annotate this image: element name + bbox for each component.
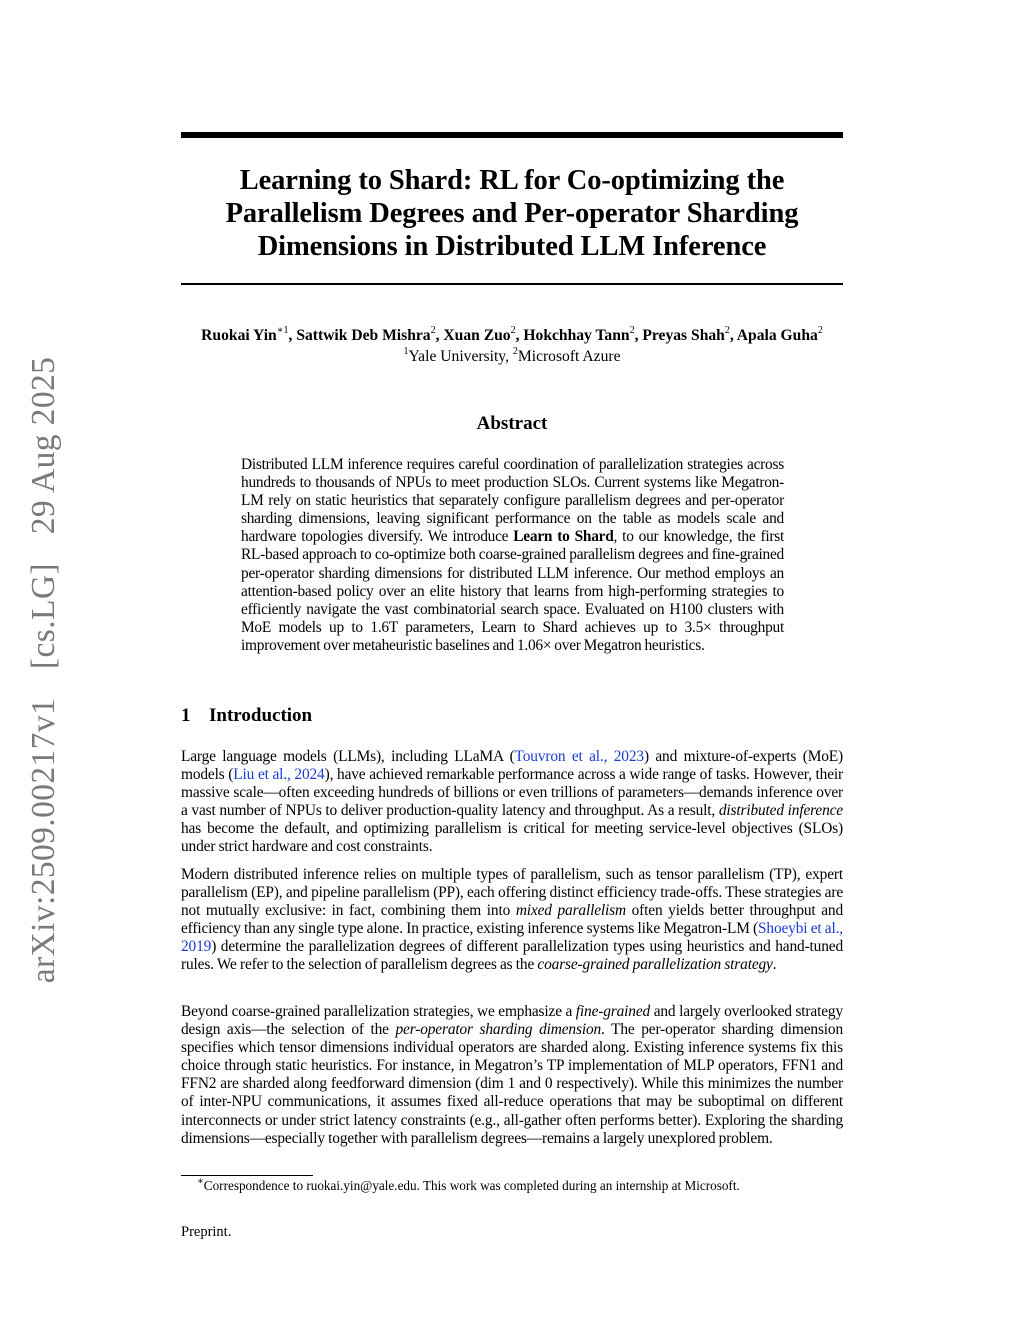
paragraph-text: Modern distributed inference relies on multiple types of parallelism, such as tensor parallelism (TP), expert parallelism (EP), and pipeline parallelism (PP), each offering distinct efficiency trade-offs. These strategies are not mutually exclusive: in fact, combining them into [181,866,843,920]
paragraph-text: and largely overlooked strategy design axis—the selection of the [181,1003,843,1039]
footnote-mark: ∗ [197,1175,204,1187]
abstract-body [241,456,784,655]
author-affiliation-mark: 2 [510,324,516,336]
section-heading [181,705,312,727]
preprint-label: Preprint. [181,1224,232,1240]
title-line-1: Learning to Shard: RL for Co-optimizing the [239,165,785,196]
intro-paragraph-1 [181,748,843,857]
intro-paragraph-2 [181,866,843,975]
affiliation-mark: 1 [403,345,409,357]
footnote-text: Correspondence to ruokai.yin@yale.edu. This work was completed during an internship at Microsoft. [203,1178,740,1193]
affiliation-mark: 2 [512,345,518,357]
author-name: , Xuan Zuo [435,327,511,344]
author-list [150,326,874,346]
emphasis-text: mixed parallelism [515,902,626,920]
title-bottom-rule [181,283,843,285]
author-name: , Hokchhay Tann [515,327,630,344]
author-affiliation-mark: 2 [817,324,823,336]
author-name: , Sattwik Deb Mishra [288,327,431,344]
citation-link[interactable]: Shoeybi et al., 2019 [181,920,844,956]
paragraph-text: has become the default, and optimizing parallelism is critical for meeting service-level objectives (SLOs) under strict hardware and cost constraints. [181,820,843,856]
emphasis-text: distributed inference [718,802,843,820]
citation-link[interactable]: Touvron et al., 2023 [514,748,644,765]
emphasis-text: coarse-grained parallelization strategy [537,956,773,974]
paragraph-text: . [772,956,777,974]
method-name: Learn to Shard [513,528,614,546]
citation-link[interactable]: Liu et al., 2024 [233,766,325,784]
arxiv-date: 29 Aug 2025 [25,356,62,535]
paragraph-text: often yields better throughput and efficiency than any single type alone. In practice, existing inference systems like Megatron-LM ( [181,902,844,938]
title-line-3: Dimensions in Distributed LLM Inference [257,231,767,262]
footnote [197,1175,843,1194]
emphasis-text: per-operator sharding dimension [395,1021,602,1039]
paragraph-text: ) determine the parallelization degrees of different parallelization types using heuristics and hand-tuned rules. We refer to the selection of parallelism degrees as the [181,938,843,974]
abstract-text: Distributed LLM inference requires careful coordination of parallelization strategies across hundreds to thousands of NPUs to meet production SLOs. Current systems like Megatron-LM rely on static heuristics that separately configure parallelism degrees and per-operator sharding dimensions, leaving significant performance on the table as models scale and hardware topologies diversify. We introduce [241,456,784,546]
author-affiliation-mark: ∗1 [276,324,289,336]
paragraph-text: Beyond coarse-grained parallelization strategies, we emphasize a [181,1003,576,1020]
section-number: 1 [181,705,191,726]
arxiv-sidebar-stamp [25,337,63,984]
author-affiliation-mark: 2 [629,324,635,336]
title-top-rule [181,132,843,138]
author-affiliation-mark: 2 [724,324,730,336]
paragraph-text: . The per-operator sharding dimension specifies which tensor dimensions individual operators are sharded along. Existing inference systems fix this choice through static heuristics. For instance, in Megatron’s TP implementation of MLP operators, FFN1 and FFN2 are sharded along feedforward dimension (dim 1 and 0 respectively). While this minimizes the number of inter-NPU communications, it assumes fixed all-reduce operations that may be suboptimal on different interconnects or under strict latency constraints (e.g., all-gather often performs better). Exploring the sharding dimensions—especially together with parallelism degrees—remains a largely unexplored problem. [181,1021,844,1147]
arxiv-category: [cs.LG] [25,563,62,670]
author-name: , Apala Guha [729,327,818,344]
paragraph-text: ) and mixture-of-experts (MoE) models ( [181,748,843,784]
affiliation-name: Microsoft Azure [517,348,621,365]
author-name: , Preyas Shah [634,327,725,344]
arxiv-id: arXiv:2509.00217v1 [25,697,62,984]
paragraph-text: ), have achieved remarkable performance across a wide range of tasks. However, their massive scale—often exceeding hundreds of billions or even trillions of parameters—demands inference over a vast number of NPUs to deliver production-quality latency and throughput. As a result, [181,766,843,820]
paper-title [181,164,843,263]
paragraph-text: Large language models (LLMs), including LLaMA ( [181,748,515,765]
affiliations [181,347,843,367]
intro-paragraph-3 [181,1003,843,1148]
abstract-text: , to our knowledge, the first RL-based approach to co-optimize both coarse-grained parallelism degrees and fine-grained per-operator sharding dimensions for distributed LLM inference. Our method employs an attention-based policy over an elite history that learns from high-performing strategies to efficiently navigate the vast combinatorial search space. Evaluated on H100 clusters with MoE models up to 1.6T parameters, Learn to Shard achieves up to 3.5× throughput improvement over metaheuristic baselines and 1.06× over Megatron heuristics. [241,528,784,654]
title-line-2: Parallelism Degrees and Per-operator Sharding [225,198,799,229]
affiliation-name: Yale University, [408,348,513,365]
author-affiliation-mark: 2 [430,324,436,336]
emphasis-text: fine-grained [575,1003,651,1020]
section-title: Introduction [209,705,313,726]
abstract-heading: Abstract [476,413,548,434]
author-name: Ruokai Yin [201,327,277,344]
